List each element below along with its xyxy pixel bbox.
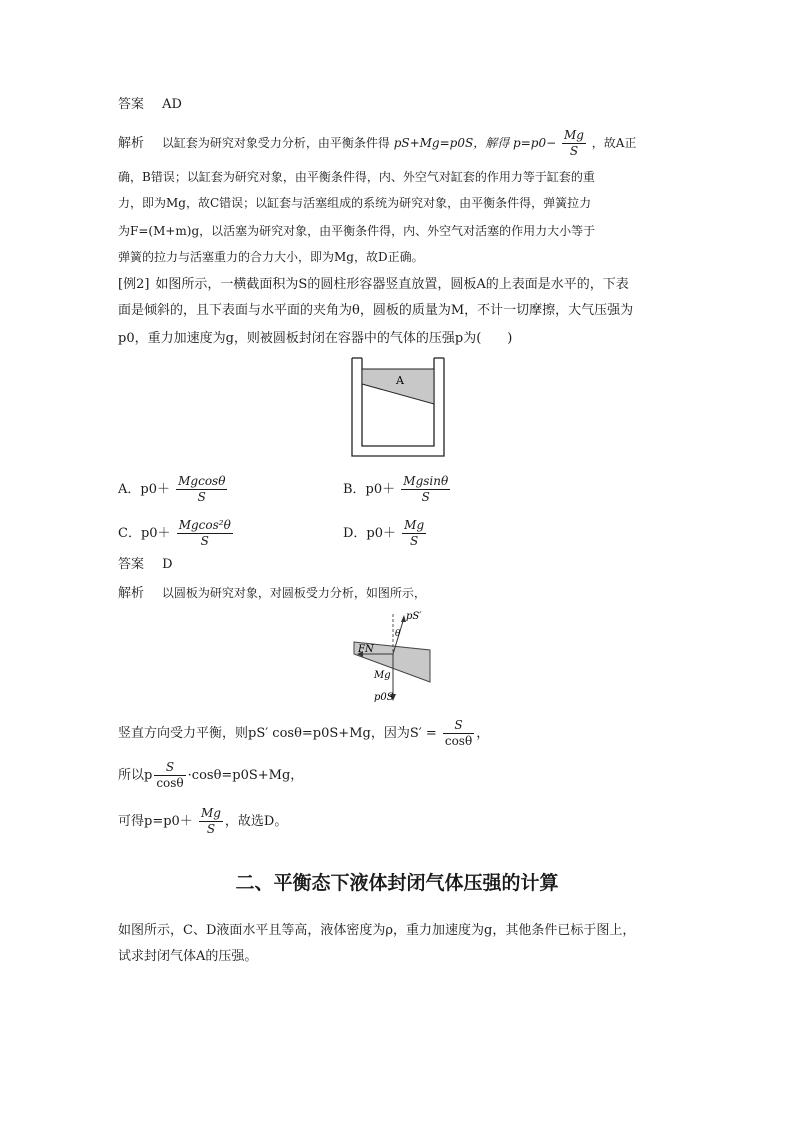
- equation-text: ，故选D。: [224, 814, 288, 829]
- container-figure: [350, 356, 446, 460]
- label-fn: FN: [358, 644, 374, 655]
- section-2-line-2: 试求封闭气体A的压强。: [118, 949, 258, 964]
- analysis-text: 以缸套为研究对象受力分析，由平衡条件得: [161, 136, 390, 150]
- analysis-1-line-1: [118, 128, 678, 159]
- example-label: [例2]: [118, 277, 150, 292]
- equation-text: 所以p: [118, 768, 153, 783]
- fraction-denominator: cosθ: [156, 776, 184, 790]
- equation-3: [118, 806, 678, 837]
- fraction: [177, 518, 233, 549]
- option-c[interactable]: [118, 518, 235, 549]
- fraction-numerator: Mgcos²θ: [178, 518, 231, 532]
- answer-label: 答案: [118, 557, 145, 572]
- fraction-numerator: Mg: [200, 806, 221, 820]
- option-b[interactable]: [343, 474, 452, 505]
- fraction: [176, 474, 227, 505]
- analysis-1-line-2: 确，B错误；以缸套为研究对象，由平衡条件得，内、外空气对缸套的作用力等于缸套的重: [118, 170, 595, 184]
- option-prefix: C．p0＋: [118, 526, 171, 541]
- equation-2: [118, 760, 678, 791]
- answer-label: 答案: [118, 97, 145, 112]
- analysis-1-line-4: 为F=(M+m)g，以活塞为研究对象，由平衡条件得，内、外空气对活塞的作用力大小等于: [118, 224, 596, 238]
- fraction-denominator: S: [206, 822, 216, 836]
- analysis-text: ，故A正: [591, 136, 637, 150]
- option-a[interactable]: [118, 474, 229, 505]
- analysis-2-intro: [118, 580, 678, 607]
- analysis-label: 解析: [118, 136, 145, 151]
- option-prefix: A．p0＋: [118, 482, 170, 497]
- fraction: [154, 760, 185, 791]
- fraction-numerator: Mg: [563, 128, 584, 142]
- fraction-numerator: S: [443, 718, 474, 734]
- fraction-denominator: S: [421, 490, 430, 504]
- answer-value: AD: [162, 97, 182, 112]
- equation-text: 可得p=p0＋: [118, 814, 193, 829]
- fraction-numerator: S: [154, 760, 185, 776]
- example-2-line-2: 面是倾斜的，且下表面与水平面的夹角为θ，圆板的质量为M，不计一切摩擦，大气压强为: [118, 303, 634, 318]
- example-text: 如图所示，一横截面积为S的圆柱形容器竖直放置，圆板A的上表面是水平的，下表: [155, 277, 629, 292]
- section-2-line-1: 如图所示，C、D液面水平且等高，液体密度为ρ，重力加速度为g，其他条件已标于图上，: [118, 923, 636, 938]
- equation-1: [118, 718, 678, 749]
- fraction-numerator: Mgsinθ: [403, 474, 449, 488]
- fraction-numerator: Mgcosθ: [178, 474, 226, 488]
- label-ps-prime: pS′: [406, 611, 422, 622]
- answer-2: [118, 552, 678, 578]
- equation-text: 竖直方向受力平衡，则pS′ cosθ=p0S+Mg，因为S′ =: [118, 726, 437, 741]
- label-theta: θ: [395, 629, 401, 639]
- section-title: 二、平衡态下液体封闭气体压强的计算: [235, 872, 559, 894]
- fraction-denominator: cosθ: [444, 734, 473, 748]
- fraction: [401, 474, 450, 505]
- analysis-equation: pS+Mg=p0S，解得 p=p0−: [393, 136, 557, 150]
- fraction: [443, 718, 474, 749]
- analysis-1-line-3: 力，即为Mg，故C错误；以缸套与活塞组成的系统为研究对象，由平衡条件得，弹簧拉力: [118, 196, 592, 210]
- fraction: [562, 128, 586, 159]
- force-diagram: [348, 606, 448, 710]
- label-p0s: p0S: [374, 692, 394, 703]
- equation-text: ，: [476, 726, 490, 741]
- option-prefix: B．p0＋: [343, 482, 396, 497]
- fraction-denominator: S: [410, 534, 419, 548]
- label-mg: Mg: [374, 670, 391, 681]
- example-2-line-1: [118, 272, 678, 298]
- option-d[interactable]: [343, 518, 428, 549]
- fraction: [199, 806, 223, 837]
- fraction-numerator: Mg: [404, 518, 425, 532]
- answer-1: [118, 92, 678, 118]
- equation-text: ·cosθ=p0S+Mg，: [187, 768, 304, 783]
- fraction-denominator: S: [569, 144, 579, 158]
- analysis-text: 以圆板为研究对象，对圆板受力分析，如图所示，: [161, 586, 426, 600]
- option-prefix: D．p0＋: [343, 526, 397, 541]
- analysis-label: 解析: [118, 586, 145, 601]
- answer-value: D: [162, 557, 173, 572]
- example-2-line-3: p0，重力加速度为g，则被圆板封闭在容器中的气体的压强p为( ): [118, 331, 513, 346]
- fraction-denominator: S: [200, 534, 209, 548]
- fraction-denominator: S: [197, 490, 206, 504]
- plate-label: A: [396, 374, 404, 387]
- analysis-1-line-5: 弹簧的拉力与活塞重力的合力大小，即为Mg，故D正确。: [118, 250, 424, 264]
- fraction: [402, 518, 426, 549]
